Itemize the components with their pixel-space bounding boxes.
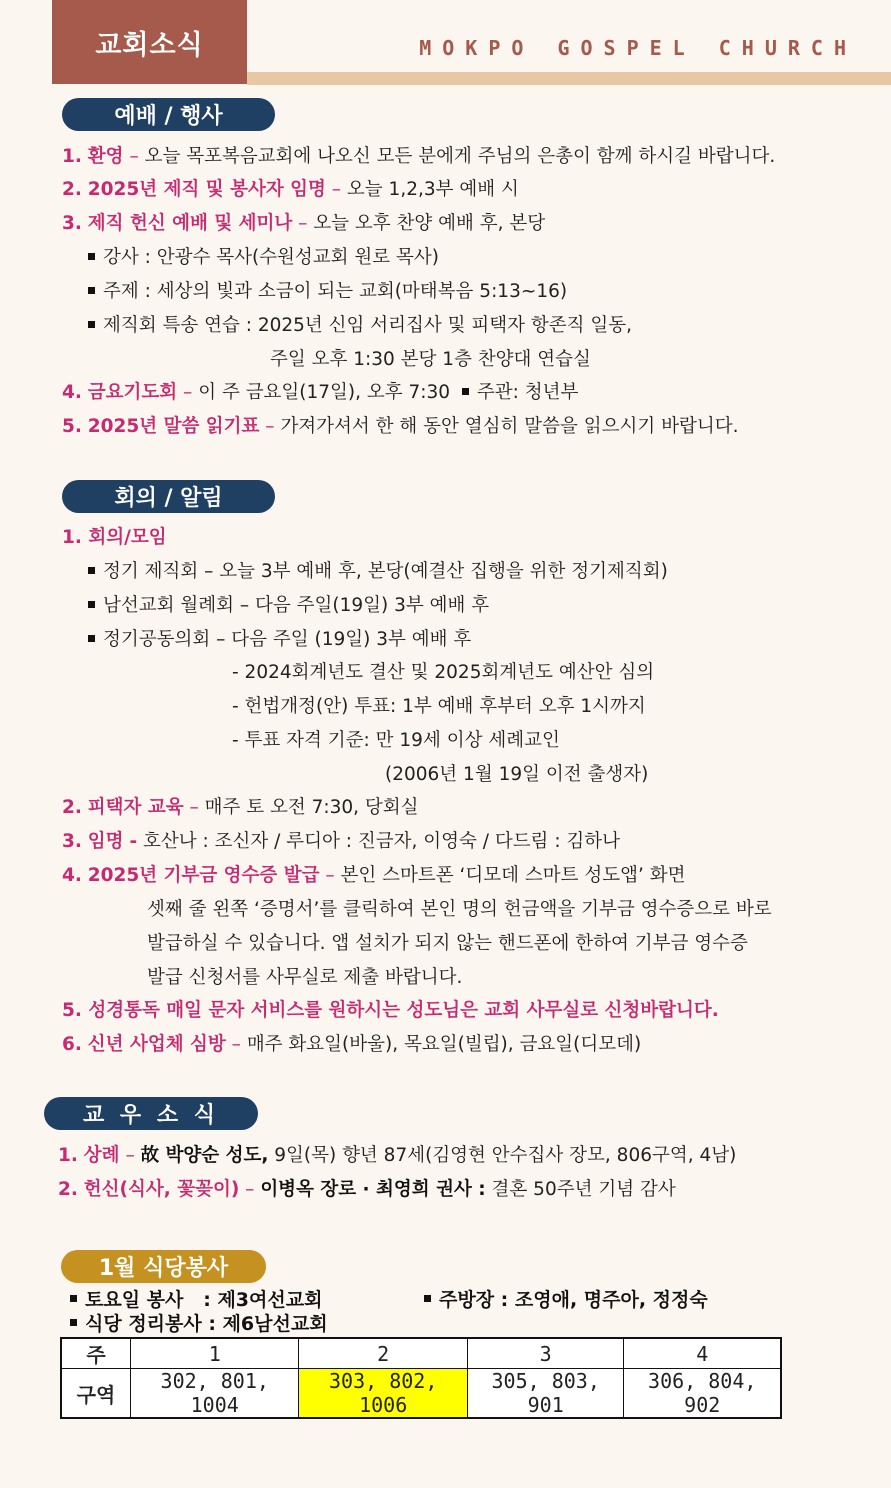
bullet-icon [70,1295,77,1302]
worship-sub-practice: 제직회 특송 연습 : 2025년 신임 서리집사 및 피택자 항존직 일동, [88,311,632,337]
section-title-dining: 1월 식당봉사 [61,1250,266,1283]
table-cell-district-3: 305, 803, 901 [467,1369,624,1419]
section-title-members: 교 우 소 식 [44,1097,258,1130]
table-header-district: 구역 [61,1369,131,1419]
meeting-item-5: 5. 성경통독 매일 문자 서비스를 원하시는 성도님은 교회 사무실로 신청바랍니다. [62,1000,719,1021]
section-title-worship: 예배 / 행사 [62,98,275,131]
table-row-district [61,1369,781,1419]
bullet-icon [88,287,95,294]
table-header-week: 주 [61,1338,131,1369]
dining-saturday: 토요일 봉사 : 제3여선교회 [70,1285,322,1312]
meeting-detail-note: (2006년 1월 19일 이전 출생자) [385,764,649,785]
meeting-item-4: 4. 2025년 기부금 영수증 발급 – 본인 스마트폰 ‘디모데 스마트 성도앱’ 화면 [62,865,686,886]
header-tab: 교회소식 [52,0,247,84]
meeting-item-6: 6. 신년 사업체 심방 – 매주 화요일(바울), 목요일(빌립), 금요일(디모데) [62,1034,642,1055]
members-item-2: 2. 헌신(식사, 꽃꽂이) – 이병옥 장로 · 최영희 권사 : 결혼 50주년 기념 감사 [58,1179,676,1200]
worship-sub-theme: 주제 : 세상의 빛과 소금이 되는 교회(마태복음 5:13~16) [88,277,567,303]
meeting-item-4-cont-3: 발급 신청서를 사무실로 제출 바랍니다. [147,967,463,988]
meeting-item-1: 1. 회의/모임 [62,527,167,548]
duty-table [60,1337,782,1419]
meeting-item-4-cont-2: 발급하실 수 있습니다. 앱 설치가 되지 않는 핸드폰에 한하여 기부금 영수증 [147,933,748,954]
bullet-icon [88,635,95,642]
worship-sub-speaker: 강사 : 안광수 목사(수원성교회 원로 목사) [88,243,439,269]
meeting-detail-1: - 2024회계년도 결산 및 2025회계년도 예산안 심의 [232,662,655,683]
section-title-meeting: 회의 / 알림 [62,480,275,513]
table-cell-week-3: 3 [467,1338,624,1369]
church-name: MOKPO GOSPEL CHURCH [419,36,857,60]
table-cell-district-4: 306, 804, 902 [624,1369,781,1419]
worship-item-1: 1. 환영 – 오늘 목포복음교회에 나오신 모든 분에게 주님의 은총이 함께 하시길 바랍니다. [62,146,776,167]
members-item-1: 1. 상례 – 故 박양순 성도, 9일(목) 향년 87세(김영현 안수집사 장모, 806구역, 4남) [58,1145,737,1166]
bullet-icon [88,321,95,328]
worship-item-2: 2. 2025년 제직 및 봉사자 임명 – 오늘 1,2,3부 예배 시 [62,179,519,200]
meeting-item-2: 2. 피택자 교육 – 매주 토 오전 7:30, 당회실 [62,797,419,818]
worship-item-4: 4. 금요기도회 – 이 주 금요일(17일), 오후 7:30 주관: 청년부 [62,382,579,403]
meeting-sub-3: 정기공동의회 – 다음 주일 (19일) 3부 예배 후 [88,625,471,651]
worship-item-5: 5. 2025년 말씀 읽기표 – 가져가셔서 한 해 동안 열심히 말씀을 읽으시기 바랍니다. [62,416,739,437]
dining-cleanup: 식당 정리봉사 : 제6남선교회 [70,1309,328,1336]
meeting-item-4-cont-1: 셋째 줄 왼쪽 ‘증명서’를 클릭하여 본인 명의 헌금액을 기부금 영수증으로 바로 [147,899,772,920]
bullet-icon [88,567,95,574]
meeting-detail-2: - 헌법개정(안) 투표: 1부 예배 후부터 오후 1시까지 [232,696,646,717]
meeting-detail-3: - 투표 자격 기준: 만 19세 이상 세례교인 [232,730,560,751]
table-row-week [61,1338,781,1369]
header-band [247,72,891,85]
table-cell-week-4: 4 [624,1338,781,1369]
bullet-icon [70,1319,77,1326]
table-cell-week-2: 2 [299,1338,467,1369]
bullet-icon [88,601,95,608]
meeting-sub-1: 정기 제직회 – 오늘 3부 예배 후, 본당(예결산 집행을 위한 정기제직회) [88,557,668,583]
table-cell-district-1: 302, 801, 1004 [131,1369,299,1419]
table-cell-district-2: 303, 802, 1006 [299,1369,467,1419]
bullet-icon [88,253,95,260]
meeting-sub-2: 남선교회 월례회 – 다음 주일(19일) 3부 예배 후 [88,591,489,617]
meeting-item-3: 3. 임명 - 호산나 : 조신자 / 루디아 : 진금자, 이영숙 / 다드림 : 김하나 [62,831,621,852]
table-cell-week-1: 1 [131,1338,299,1369]
worship-sub-practice-cont: 주일 오후 1:30 본당 1층 찬양대 연습실 [270,349,591,370]
bullet-icon [424,1295,431,1302]
worship-item-3: 3. 제직 헌신 예배 및 세미나 – 오늘 오후 찬양 예배 후, 본당 [62,213,546,234]
bullet-icon [462,388,469,395]
dining-kitchen: 주방장 : 조영애, 명주아, 정정숙 [424,1285,708,1312]
